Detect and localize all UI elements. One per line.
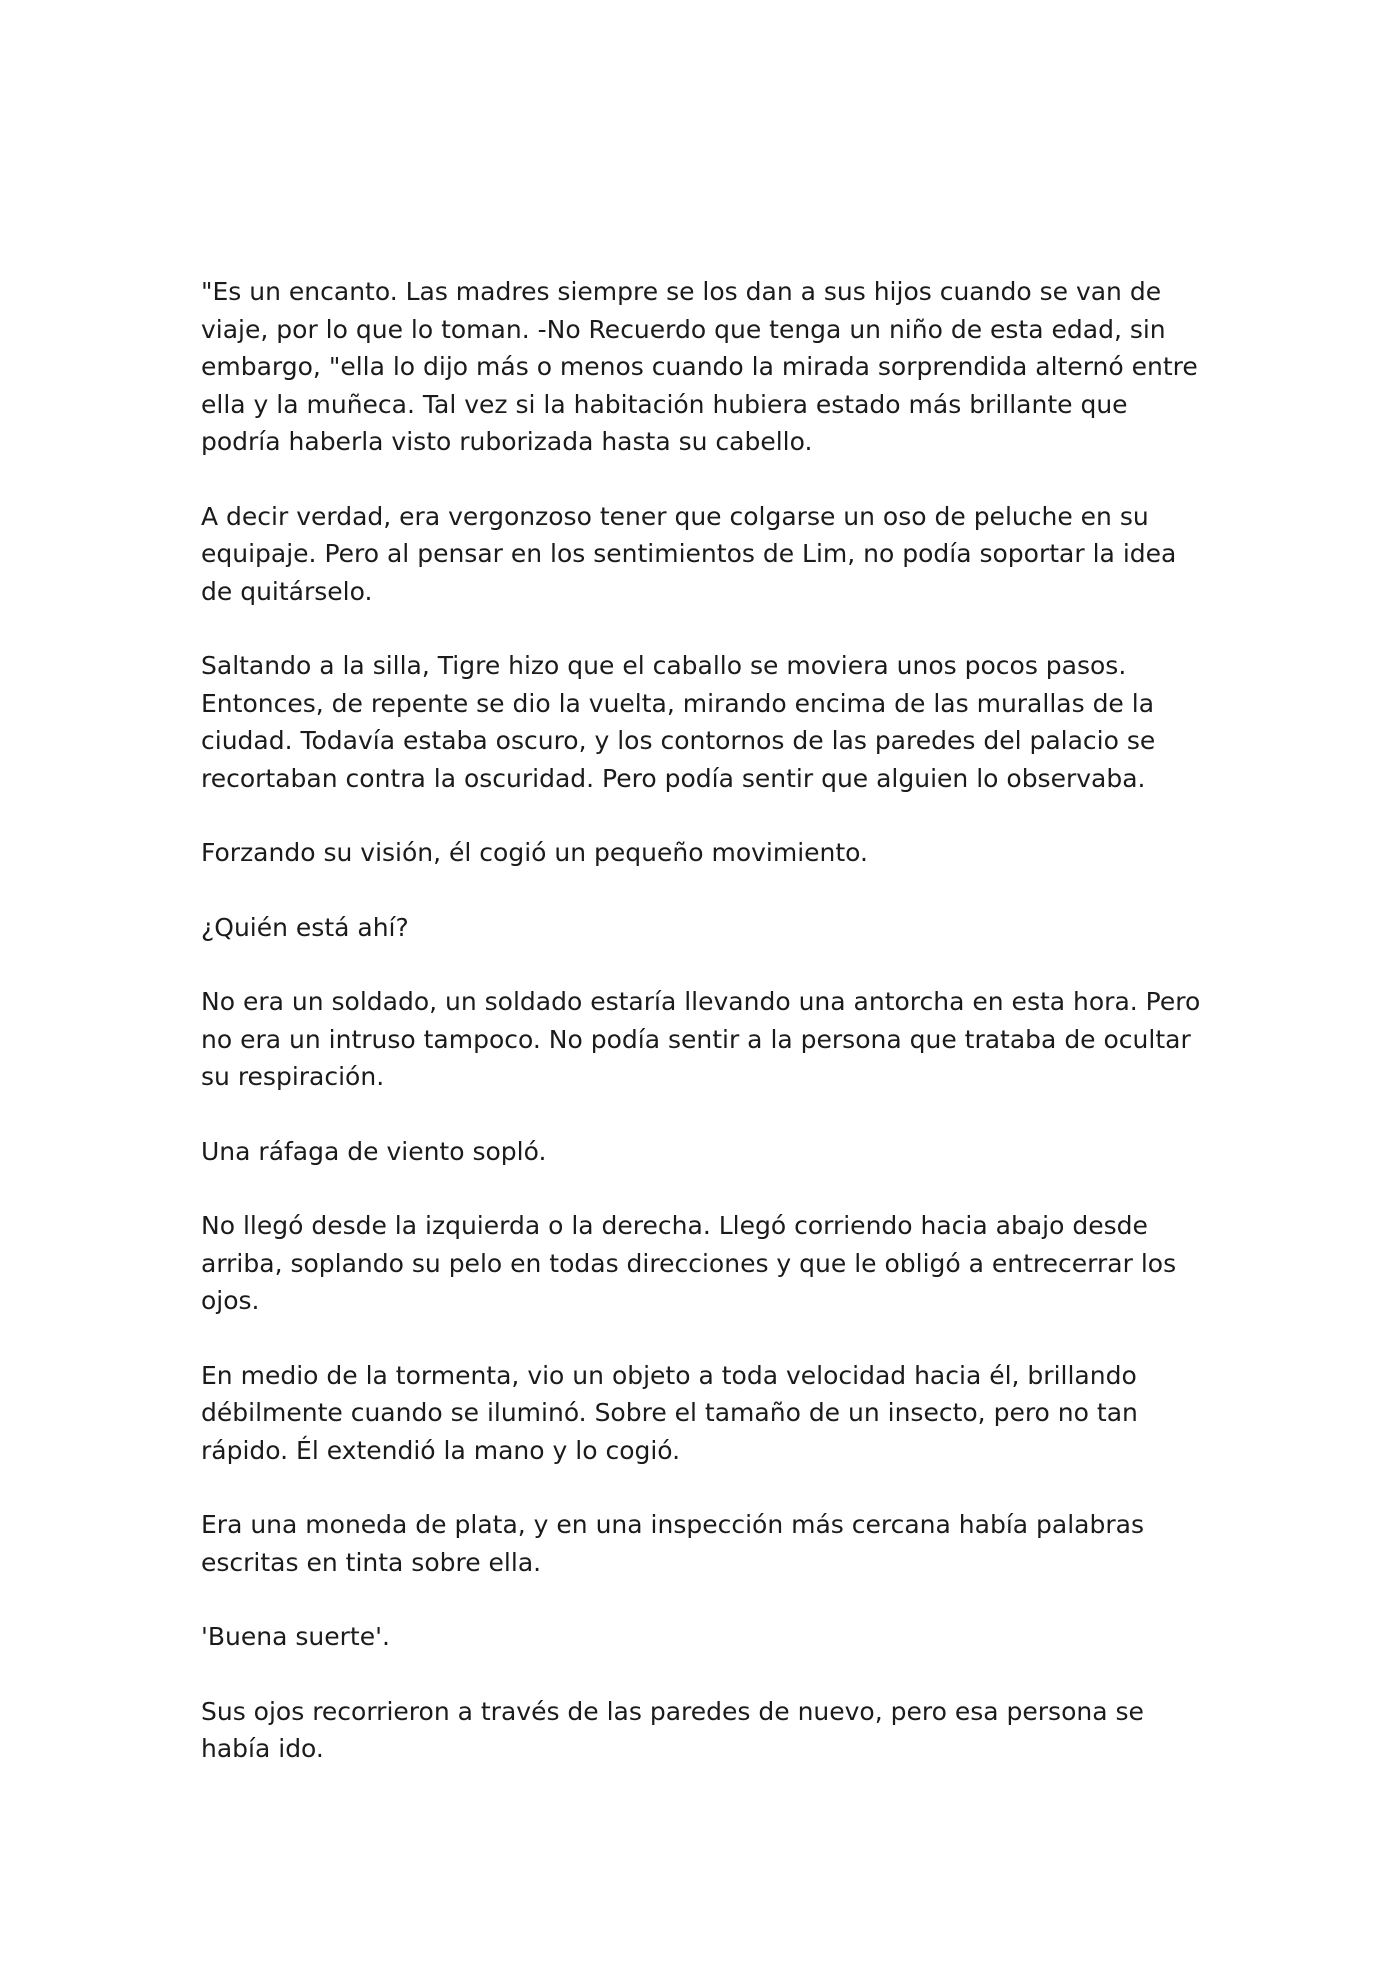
paragraph: "Es un encanto. Las madres siempre se los dan a sus hijos cuando se van de viaje, por lo que lo toman. -No Recuerdo que tenga un niño de esta edad, sin embargo, "ella lo dijo más o menos cuando la mirada sorprendida alternó entre ella y la muñeca. Tal vez si la habitación hubiera estado más brillante que podría haberla visto ruborizada hasta su cabello. — [201, 277, 1198, 456]
paragraph: A decir verdad, era vergonzoso tener que colgarse un oso de peluche en su equipaje. Pero al pensar en los sentimientos de Lim, no podía soportar la idea de quitárselo. — [201, 501, 1177, 606]
paragraph: Forzando su visión, él cogió un pequeño movimiento. — [201, 838, 868, 867]
paragraph: En medio de la tormenta, vio un objeto a toda velocidad hacia él, brillando débilmente cuando se iluminó. Sobre el tamaño de un insecto, pero no tan rápido. Él extendió la mano y lo cogió. — [201, 1360, 1138, 1465]
paragraph: No llegó desde la izquierda o la derecha. Llegó corriendo hacia abajo desde arriba, soplando su pelo en todas direcciones y que le obligó a entrecerrar los ojos. — [201, 1211, 1177, 1315]
paragraph: Era una moneda de plata, y en una inspección más cercana había palabras escritas en tinta sobre ella. — [201, 1510, 1144, 1577]
paragraph: Saltando a la silla, Tigre hizo que el caballo se moviera unos pocos pasos. Entonces, de repente se dio la vuelta, mirando encima de las murallas de la ciudad. Todavía estaba oscuro, y los contornos de las paredes del palacio se recortaban contra la oscuridad. Pero podía sentir que alguien lo observaba. — [201, 651, 1156, 793]
paragraph: 'Buena suerte'. — [201, 1622, 390, 1651]
paragraph: Sus ojos recorrieron a través de las paredes de nuevo, pero esa persona se había ido. — [201, 1696, 1144, 1763]
document-body — [201, 273, 1211, 1768]
paragraph: ¿Quién está ahí? — [201, 912, 409, 942]
paragraph: Una ráfaga de viento sopló. — [201, 1136, 547, 1166]
paragraph: No era un soldado, un soldado estaría llevando una antorcha en esta hora. Pero no era un intruso tampoco. No podía sentir a la persona que trataba de ocultar su respiración. — [201, 987, 1201, 1091]
